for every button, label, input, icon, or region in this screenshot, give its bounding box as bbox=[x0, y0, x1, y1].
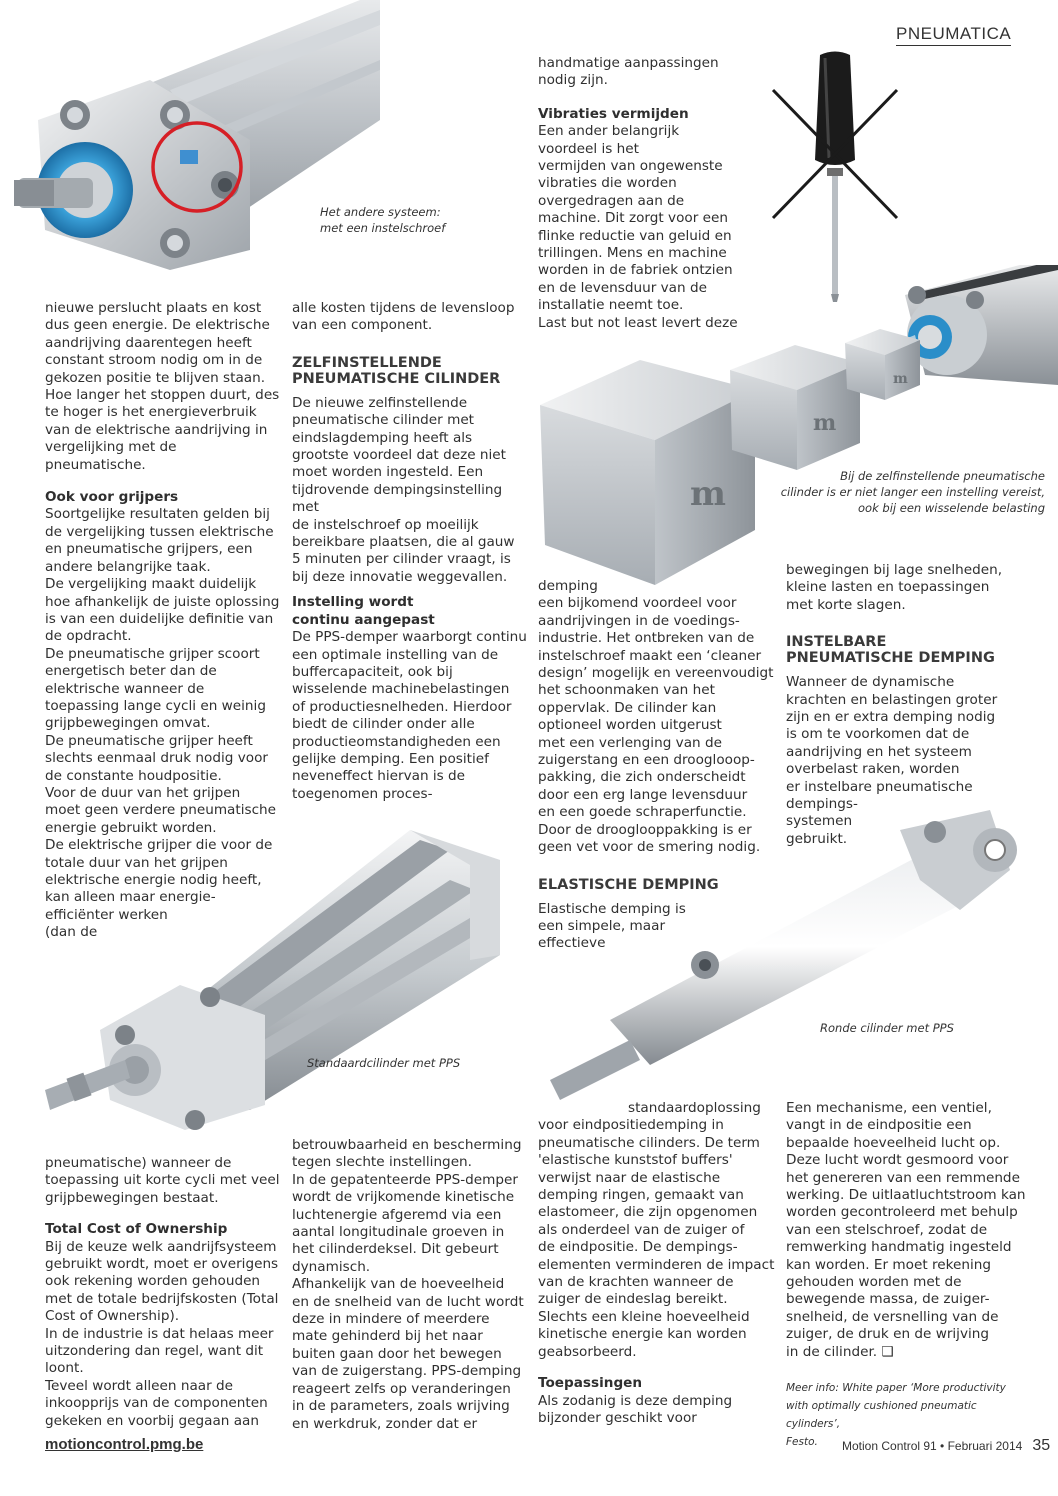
text-line: Last but not least levert deze bbox=[538, 314, 738, 331]
heading-line: PNEUMATISCHE CILINDER bbox=[292, 370, 501, 387]
text-line: Slechts een kleine hoeveelheid bbox=[538, 1308, 750, 1325]
text-line: het cilinderdeksel. Dit gebeurt bbox=[292, 1241, 499, 1258]
text-line: wordt de vrijkomende kinetische bbox=[292, 1189, 515, 1206]
text-line: De pneumatische grijper scoort bbox=[45, 645, 260, 662]
text-line: vibraties die worden bbox=[538, 175, 677, 192]
text-line: moet worden ingesteld. Een bbox=[292, 464, 484, 481]
text-line: kinetische energie kan worden bbox=[538, 1326, 747, 1343]
text-line: Voor de duur van het grijpen bbox=[45, 784, 241, 801]
text-line: bijzonder geschikt voor bbox=[538, 1409, 697, 1426]
column-1-top bbox=[45, 300, 280, 942]
text-line: industrie. Het ontbreken van de bbox=[538, 630, 755, 647]
text-line: van een stelschroef, zodat de bbox=[786, 1221, 988, 1238]
text-line: andere belangrijke taak. bbox=[45, 558, 211, 575]
text-line: gebruikt. bbox=[786, 830, 848, 847]
heading-line: ZELFINSTELLENDE bbox=[292, 354, 442, 371]
subheading-instelling bbox=[292, 594, 527, 629]
text-line: snelheid, de versnelling van de bbox=[786, 1308, 999, 1325]
footer-issue-text: Motion Control 91 • Februari 2014 bbox=[842, 1439, 1023, 1453]
text-line: in de cilinder. ❑ bbox=[786, 1343, 894, 1360]
column-2-bottom bbox=[292, 1137, 527, 1433]
text-line: gebruikt wordt, moet er overigens bbox=[45, 1256, 279, 1273]
text-line: tegen slechte instellingen. bbox=[292, 1154, 472, 1171]
text-line: en de levensduur van de bbox=[538, 279, 707, 296]
text-line: zuigerstang en een drooglooop- bbox=[538, 752, 755, 769]
text-line: De nieuwe zelfinstellende bbox=[292, 394, 468, 411]
text-line: met een verlenging van de bbox=[538, 734, 722, 751]
text-line: of productiesnelheden. Hierdoor bbox=[292, 698, 512, 715]
text-line: machine. Dit zorgt voor een bbox=[538, 210, 728, 227]
text-line: ook rekening worden gehouden bbox=[45, 1273, 261, 1290]
text-line: Afhankelijk van de hoeveelheid bbox=[292, 1276, 505, 1293]
caption-zelfinstellend bbox=[780, 468, 1045, 516]
text-line: Cost of Ownership). bbox=[45, 1308, 180, 1325]
text-line: energie gebruikt worden. bbox=[45, 819, 217, 836]
text-line: gehouden worden met de bbox=[786, 1274, 962, 1291]
text-line: demping ringen, gemaakt van bbox=[538, 1187, 744, 1204]
text-line: er instelbare pneumatische bbox=[786, 778, 973, 795]
text-line: de eindpositie. De dempings- bbox=[538, 1239, 738, 1256]
column-2-top bbox=[292, 300, 527, 803]
text-line: Deze lucht wordt gesmoord voor bbox=[786, 1152, 1009, 1169]
text-line: vangt in de eindpositie een bbox=[786, 1117, 972, 1134]
text-line: reageert zelfs op veranderingen bbox=[292, 1380, 511, 1397]
text-line: loont. bbox=[45, 1360, 84, 1377]
text-line: effectieve bbox=[538, 935, 606, 952]
text-line: wisselende machinebelastingen bbox=[292, 681, 510, 698]
text-line: zuiger, de druk en de wrijving bbox=[786, 1326, 990, 1343]
text-line: In de industrie is dat helaas meer bbox=[45, 1325, 274, 1342]
text-line: alle kosten tijdens de levensloop bbox=[292, 300, 515, 316]
text-line: met korte slagen. bbox=[786, 596, 906, 613]
text-line: toepassing lange cycli en weinig bbox=[45, 697, 266, 714]
text-line: en pneumatische grijpers, een bbox=[45, 541, 253, 558]
text-line: betrouwbaarheid en bescherming bbox=[292, 1137, 522, 1153]
text-line: buiten gaan door het bewegen bbox=[292, 1345, 502, 1362]
text-line: instelschroef maakt een ‘cleaner bbox=[538, 647, 762, 664]
text-line: biedt de cilinder onder alle bbox=[292, 716, 475, 733]
text-line: aandrijving daarentegen heeft bbox=[45, 334, 252, 351]
column-3-mid bbox=[538, 578, 778, 953]
section-title: PNEUMATICA bbox=[896, 24, 1011, 46]
text-line: buffercapaciteit, ook bij bbox=[292, 663, 453, 680]
text-line: nieuwe perslucht plaats en kost bbox=[45, 300, 262, 316]
column-1-bottom bbox=[45, 1155, 280, 1430]
subheading-toepassingen: Toepassingen bbox=[538, 1375, 643, 1392]
text-line: Soortgelijke resultaten gelden bij bbox=[45, 506, 270, 523]
text-line: De pneumatische grijper heeft bbox=[45, 732, 253, 749]
text-line: pneumatische cilinders. De term bbox=[538, 1134, 760, 1151]
text-line: energetisch beter dan de bbox=[45, 663, 217, 680]
column-4-bottom bbox=[786, 1100, 1026, 1451]
text-line: 5 minuten per cilinder vraagt, is bbox=[292, 551, 511, 568]
subheading-vibraties: Vibraties vermijden bbox=[538, 105, 689, 122]
text-line: voordeel is het bbox=[538, 140, 639, 157]
text-line: dynamisch. bbox=[292, 1258, 371, 1275]
text-line: mate gehinderd bij het naar bbox=[292, 1328, 483, 1345]
text-line: gekozen positie te blijven staan. bbox=[45, 369, 266, 386]
text-line: tijdrovende dempingsinstelling met bbox=[292, 481, 503, 516]
column-3-top bbox=[538, 55, 738, 332]
column-3-bottom bbox=[538, 1100, 778, 1427]
text-line: kan worden. Er moet rekening bbox=[786, 1256, 992, 1273]
caption-line: met een instelschroef bbox=[320, 221, 446, 235]
text-line: en de snelheid van de lucht wordt bbox=[292, 1293, 524, 1310]
text-line: totale duur van het grijpen bbox=[45, 854, 228, 871]
svg-text:m: m bbox=[893, 371, 908, 387]
text-line: bij deze innovatie weggevallen. bbox=[292, 568, 508, 585]
subheading-line: Instelling wordt bbox=[292, 594, 414, 611]
text-line: bepaalde hoeveelheid lucht op. bbox=[786, 1134, 1001, 1151]
text-line: de instelschroef op moeilijk bbox=[292, 516, 479, 533]
text-line: pneumatische) wanneer de bbox=[45, 1155, 232, 1171]
text-line: vergelijking met de pneumatische. bbox=[45, 439, 177, 473]
text-line: aandrijvingen in de voedings- bbox=[538, 612, 740, 629]
text-line: In de gepatenteerde PPS-demper bbox=[292, 1171, 518, 1188]
text-line: Een ander belangrijk bbox=[538, 123, 680, 140]
note-line: Festo. bbox=[786, 1436, 818, 1449]
text-line: dempings- bbox=[786, 796, 858, 813]
text-line: nodig zijn. bbox=[538, 72, 608, 89]
text-line: elektrische wanneer de bbox=[45, 680, 205, 697]
text-line: inkoopprijs van de componenten bbox=[45, 1395, 268, 1412]
footer-issue bbox=[842, 1437, 1050, 1455]
text-line: Bij de keuze welk aandrijfsysteem bbox=[45, 1238, 277, 1255]
text-line: elastomeer, die zijn opgenomen bbox=[538, 1204, 758, 1221]
heading-line: INSTELBARE bbox=[786, 634, 887, 651]
text-line: design’ mogelijk en vereenvoudigt bbox=[538, 665, 774, 682]
text-line: toepassing uit korte cycli met veel bbox=[45, 1172, 280, 1189]
caption-line: Het andere systeem: bbox=[320, 205, 441, 219]
column-4-top bbox=[786, 562, 1026, 848]
text-line: en werkdruk, zonder dat er bbox=[292, 1415, 478, 1432]
text-line: van een component. bbox=[292, 317, 433, 334]
caption-line: Bij de zelfinstellende pneumatische bbox=[840, 469, 1045, 483]
text-line: verwijst naar de elastische bbox=[538, 1169, 721, 1186]
footer-site-link[interactable]: motioncontrol.pmg.be bbox=[45, 1436, 204, 1453]
text-line: is om te voorkomen dat de bbox=[786, 726, 970, 743]
text-line: aandrijving en het systeem bbox=[786, 743, 972, 760]
text-line: van de elektrische aandrijving in bbox=[45, 421, 268, 438]
text-line: eindslagdemping heeft als bbox=[292, 429, 473, 446]
text-line: De PPS-demper waarborgt continu bbox=[292, 629, 527, 646]
text-line: handmatige aanpassingen bbox=[538, 55, 719, 71]
text-line: remwerking handmatig ingesteld bbox=[786, 1239, 1012, 1256]
text-line: De elektrische grijper die voor de bbox=[45, 837, 273, 854]
caption-line: cilinder is er niet langer een instelling vereist, bbox=[780, 485, 1045, 499]
heading-line: PNEUMATISCHE DEMPING bbox=[786, 650, 995, 667]
text-line: is van een duidelijke definitie van bbox=[45, 610, 274, 627]
text-line: een simpele, maar bbox=[538, 917, 666, 934]
text-line: flinke reductie van geluid en bbox=[538, 227, 732, 244]
text-line: grijpbewegingen omvat. bbox=[45, 715, 211, 732]
text-line: pneumatische cilinder met bbox=[292, 412, 475, 429]
note-line: Meer info: White paper ‘More productivity bbox=[786, 1382, 1006, 1395]
text-line: Een mechanisme, een ventiel, bbox=[786, 1100, 992, 1116]
heading-zelfinstellende bbox=[292, 355, 527, 387]
text-line: en een goede schraperfunctie. bbox=[538, 804, 747, 821]
caption-standaard: Standaardcilinder met PPS bbox=[307, 1056, 461, 1070]
text-line: grijpbewegingen bestaat. bbox=[45, 1189, 219, 1206]
text-line: de vergelijking tussen elektrische bbox=[45, 523, 274, 540]
svg-text:m: m bbox=[813, 410, 837, 436]
text-line: vermijden van ongewenste bbox=[538, 158, 723, 175]
text-line: Teveel wordt alleen naar de bbox=[45, 1377, 234, 1394]
text-line: de constante houdpositie. bbox=[45, 767, 222, 784]
text-line: optioneel worden uitgerust bbox=[538, 717, 722, 734]
text-line: het schoonmaken van het bbox=[538, 682, 715, 699]
subheading-grijpers: Ook voor grijpers bbox=[45, 489, 179, 506]
text-line: moet geen verdere pneumatische bbox=[45, 802, 277, 819]
text-line: voor eindpositiedemping in bbox=[538, 1117, 724, 1134]
text-line: hoe afhankelijk de juiste oplossing bbox=[45, 593, 280, 610]
text-line: van de zuigerstang. PPS-demping bbox=[292, 1363, 522, 1380]
text-line: het genereren van een remmende bbox=[786, 1169, 1020, 1186]
text-line: bereikbare plaatsen, die al gauw bbox=[292, 534, 515, 551]
text-line: Als zodanig is deze demping bbox=[538, 1392, 733, 1409]
text-line: een bijkomend voordeel voor bbox=[538, 595, 737, 612]
text-line: krachten en belastingen groter bbox=[786, 691, 998, 708]
text-line: grootste voordeel dat deze niet bbox=[292, 447, 506, 464]
text-line: zuiger de eindeslag bereikt. bbox=[538, 1291, 728, 1308]
text-line: installatie neemt toe. bbox=[538, 297, 684, 314]
text-line: geabsorbeerd. bbox=[538, 1343, 637, 1360]
text-line: bewegingen bij lage snelheden, bbox=[786, 562, 1003, 578]
text-line: elektrische energie nodig heeft, bbox=[45, 872, 262, 888]
caption-line: ook bij een wisselende belasting bbox=[858, 501, 1045, 515]
text-line: door een erg lange levensduur bbox=[538, 786, 748, 803]
subheading-line: continu aangepast bbox=[292, 611, 435, 628]
text-line: gekeken en voorbij gegaan aan bbox=[45, 1412, 259, 1429]
text-line: 'elastische kunststof buffers' bbox=[538, 1152, 733, 1169]
text-line: productieomstandigheden een bbox=[292, 733, 501, 750]
text-line: slechts eenmaal druk nodig voor bbox=[45, 750, 268, 767]
text-line: worden gecontroleerd met behulp bbox=[786, 1204, 1018, 1221]
text-line: in de parameters, zoals wrijving bbox=[292, 1398, 510, 1415]
text-line: een optimale instelling van de bbox=[292, 646, 499, 663]
text-line: kleine lasten en toepassingen bbox=[786, 579, 990, 596]
text-line: de opdracht. bbox=[45, 628, 132, 645]
text-line: aantal longitudinale groeven in bbox=[292, 1224, 505, 1241]
text-line: van de krachten wanneer de bbox=[538, 1274, 734, 1291]
text-line: gelijke demping. Een positief bbox=[292, 750, 489, 767]
text-line: toegenomen proces- bbox=[292, 785, 433, 802]
text-line: constant stroom nodig om in de bbox=[45, 352, 263, 369]
text-line: dus geen energie. De elektrische bbox=[45, 317, 270, 334]
text-line: Elastische demping is bbox=[538, 900, 686, 917]
caption-instelschroef bbox=[320, 204, 445, 236]
text-line: als onderdeel van de zuiger of bbox=[538, 1221, 745, 1238]
subheading-tco: Total Cost of Ownership bbox=[45, 1221, 228, 1238]
text-line: bewegende massa, de zuiger- bbox=[786, 1291, 990, 1308]
text-line: overgedragen aan de bbox=[538, 192, 685, 209]
text-line: geen vet voor de smering nodig. bbox=[538, 839, 761, 856]
text-line: uitzondering dan regel, want dit bbox=[45, 1343, 264, 1360]
text-line: te hoger is het energieverbruik bbox=[45, 404, 257, 421]
text-line: trillingen. Mens en machine bbox=[538, 245, 727, 262]
text-line: Door de drooglooppakking is er bbox=[538, 821, 752, 838]
text-line: standaardoplossing bbox=[628, 1100, 761, 1116]
cube-logo: m bbox=[690, 474, 726, 514]
text-line: overbelast raken, worden bbox=[786, 761, 960, 778]
page-number: 35 bbox=[1032, 1437, 1051, 1454]
text-line: De vergelijking maakt duidelijk bbox=[45, 576, 257, 593]
text-line: demping bbox=[538, 578, 598, 594]
text-line: systemen bbox=[786, 813, 853, 830]
text-line: oppervlak. De cilinder kan bbox=[538, 699, 717, 716]
text-line: deze in mindere of meerdere bbox=[292, 1311, 490, 1328]
heading-elastische-demping: ELASTISCHE DEMPING bbox=[538, 876, 719, 893]
cylinder-closeup-image bbox=[0, 0, 380, 295]
text-line: efficiënter werken bbox=[45, 906, 168, 923]
text-line: elementen verminderen de impact bbox=[538, 1256, 775, 1273]
caption-ronde: Ronde cilinder met PPS bbox=[820, 1021, 954, 1035]
text-line: werking. De uitlaatluchtstroom kan bbox=[786, 1187, 1026, 1204]
text-line: (dan de bbox=[45, 924, 98, 941]
text-line: luchtenergie afgeremd via een bbox=[292, 1206, 502, 1223]
text-line: neveneffect hiervan is de bbox=[292, 768, 466, 785]
text-line: Wanneer de dynamische bbox=[786, 674, 955, 691]
text-line: met de totale bedrijfskosten (Total bbox=[45, 1290, 279, 1307]
note-line: with optimally cushioned pneumatic cylinders’, bbox=[786, 1400, 977, 1431]
heading-instelbare bbox=[786, 634, 1026, 666]
text-line: kan alleen maar energie- bbox=[45, 889, 216, 906]
text-line: zijn en er extra demping nodig bbox=[786, 709, 996, 726]
text-line: Hoe langer het stoppen duurt, des bbox=[45, 387, 280, 404]
text-line: pakking, die zich onderscheidt bbox=[538, 769, 746, 786]
text-line: worden in de fabriek ontzien bbox=[538, 262, 733, 279]
